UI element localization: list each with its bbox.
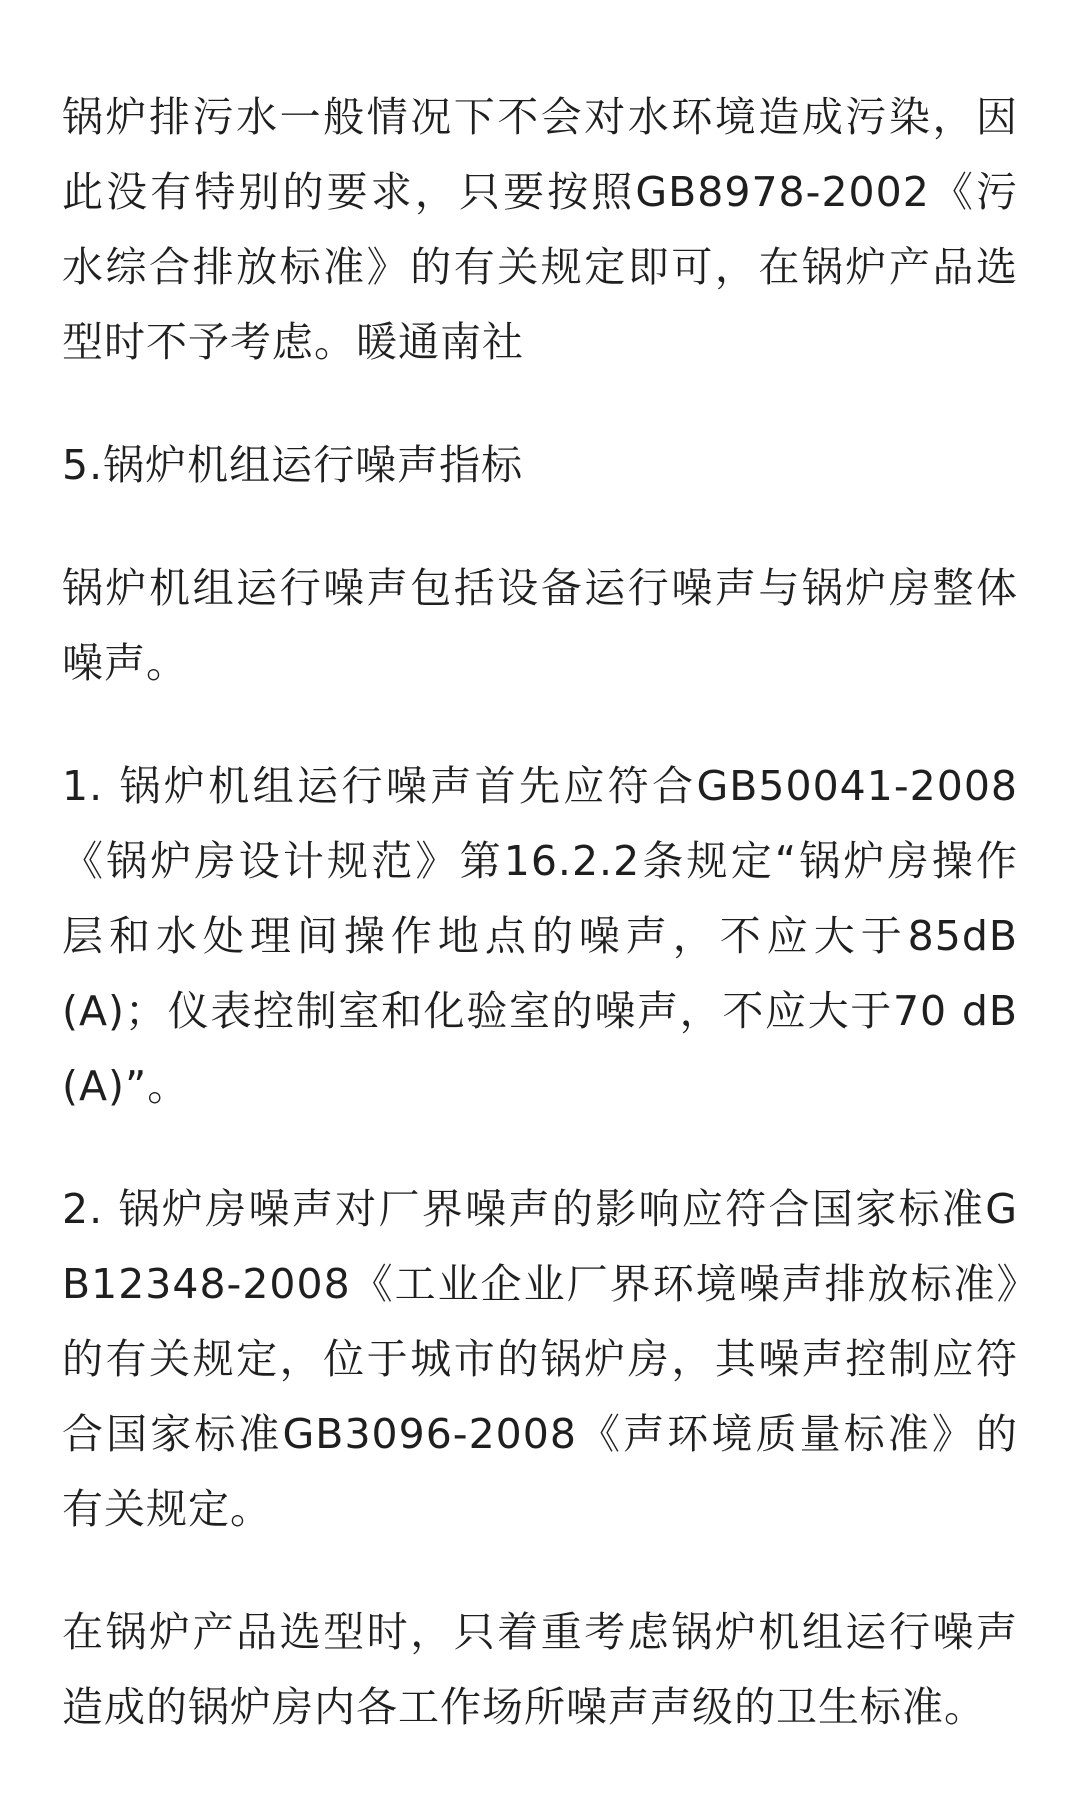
paragraph-noise-item-2: 2. 锅炉房噪声对厂界噪声的影响应符合国家标准GB12348-2008《工业企业厂界环境噪声排放标准》的有关规定，位于城市的锅炉房，其噪声控制应符合国家标准GB3096-2008《声环境质量标准》的有关规定。: [62, 1185, 1018, 1533]
paragraph-wastewater: 锅炉排污水一般情况下不会对水环境造成污染，因此没有特别的要求，只要按照GB8978-2002《污水综合排放标准》的有关规定即可，在锅炉产品选型时不予考虑。暖通南社: [62, 93, 1018, 366]
paragraph-selection-note: 在锅炉产品选型时，只着重考虑锅炉机组运行噪声造成的锅炉房内各工作场所噪声声级的卫生标准。: [62, 1608, 1018, 1731]
paragraph-noise-item-1: 1. 锅炉机组运行噪声首先应符合GB50041-2008《锅炉房设计规范》第16.2.2条规定“锅炉房操作层和水处理间操作地点的噪声，不应大于85dB(A)；仪表控制室和化验室的噪声，不应大于70 dB (A)”。: [62, 762, 1018, 1110]
paragraph-noise-intro: 锅炉机组运行噪声包括设备运行噪声与锅炉房整体噪声。: [62, 564, 1018, 687]
section-heading-noise: 5.锅炉机组运行噪声指标: [62, 441, 524, 489]
